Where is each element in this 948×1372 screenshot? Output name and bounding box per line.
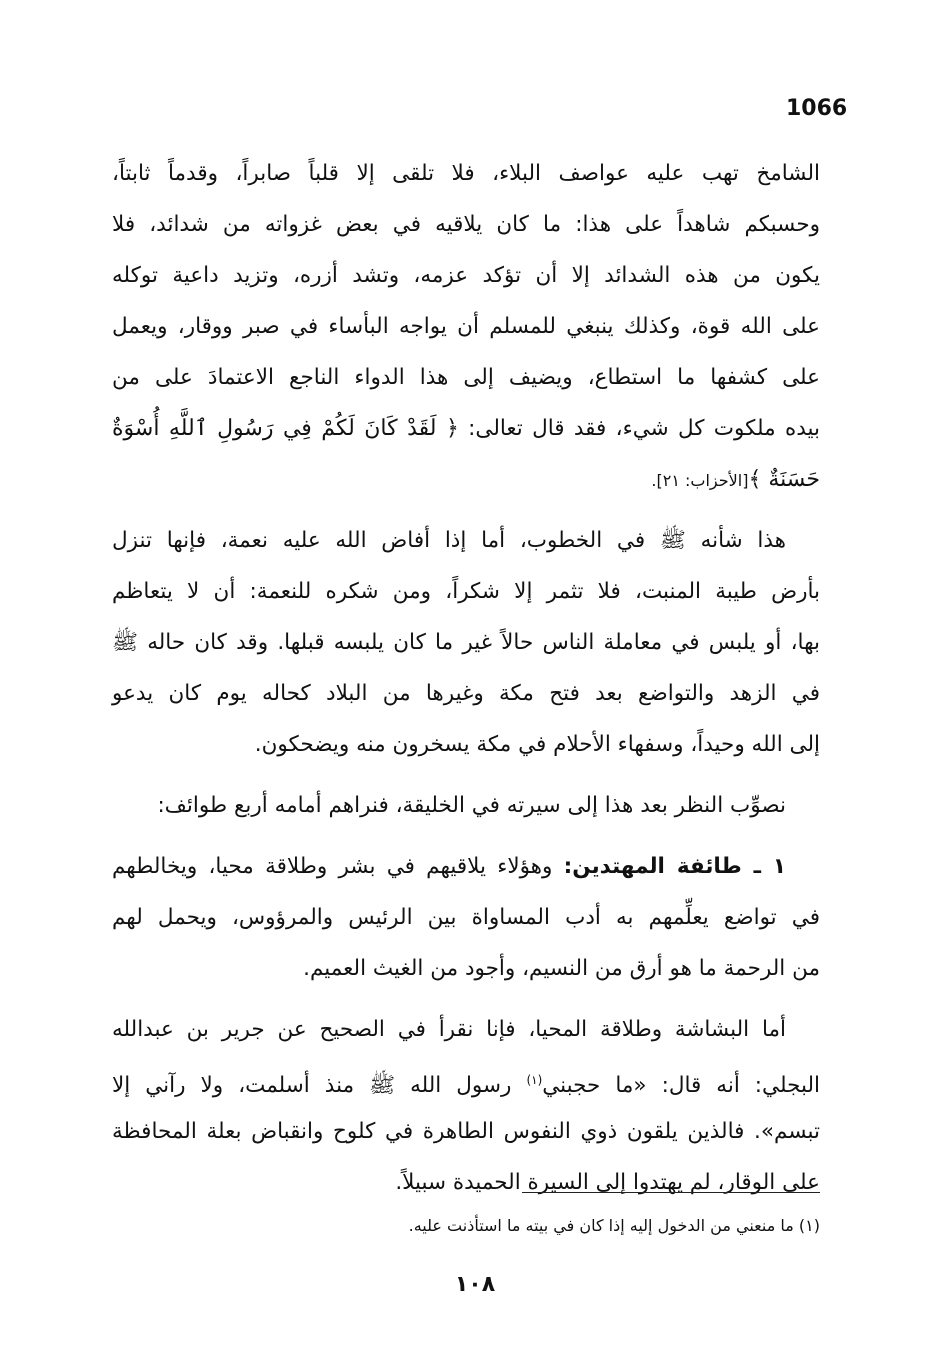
- page-number: ١٠٨: [454, 1272, 496, 1297]
- text-line: إلى الله وحيداً، وسفهاء الأحلام في مكة يسخرون منه ويضحكون.: [254, 732, 820, 757]
- text-segment: البجلي: أنه قال: «ما حجبني: [542, 1073, 820, 1099]
- text-line: وحسبكم شاهداً على هذا: ما كان يلاقيه في بعض غزواته من شدائد، فلا: [112, 212, 820, 237]
- text-line: [112, 454, 820, 505]
- text-line: يكون من هذه الشدائد إلا أن تؤكد عزمه، وتشد أزره، وتزيد داعية توكله: [112, 263, 820, 288]
- page-body: [112, 148, 820, 1218]
- verse-reference: [الأحزاب: ٢١].: [651, 471, 749, 490]
- quran-verse: ﴿ لَقَدْ كَانَ لَكُمْ فِي رَسُولِ ٱللَّهِ أُسْوَةٌ: [112, 416, 459, 441]
- text-line: الشامخ تهب عليه عواصف البلاء، فلا تلقى إلا قلباً صابراً، وقدماً ثابتاً،: [112, 161, 820, 186]
- book-page-number: 1066: [786, 96, 848, 121]
- text-line: تبسم». فالذين يلقون ذوي النفوس الطاهرة في كلوح وانقباض بعلة المحافظة: [112, 1119, 820, 1144]
- text-line: على الله قوة، وكذلك ينبغي للمسلم أن يواجه البأساء في صبر ووقار، ويعمل: [112, 314, 820, 339]
- section-heading: ١ ـ طائفة المهتدين:: [563, 854, 786, 879]
- text-line: بها، أو يلبس في معاملة الناس حالاً غير ما كان يلبسه قبلها. وقد كان حاله ﷺ: [112, 630, 820, 655]
- text-line: [112, 1055, 820, 1106]
- text-line: أما البشاشة وطلاقة المحيا، فإنا نقرأ في الصحيح عن جرير بن عبدالله: [112, 1017, 786, 1042]
- paragraph-1: [112, 148, 820, 505]
- text-line: بأرض طيبة المنبت، فلا تثمر إلا شكراً، ومن شكره للنعمة: أن لا يتعاظم: [112, 579, 820, 604]
- footnote-divider: [522, 1192, 820, 1193]
- paragraph-2: [112, 515, 820, 770]
- text-line: [112, 403, 820, 454]
- paragraph-3: [112, 780, 820, 831]
- text-line: [112, 841, 820, 892]
- quran-verse-end: حَسَنَةٌ ﴾: [748, 467, 820, 492]
- text-line: في الزهد والتواضع بعد فتح مكة وغيرها من البلاد كحاله يوم كان يدعو: [112, 681, 820, 706]
- text-line: في تواضع يعلِّمهم به أدب المساواة بين الرئيس والمرؤوس، ويحمل لهم: [112, 905, 820, 930]
- text-line: نصوِّب النظر بعد هذا إلى سيرته في الخليقة، فنراهم أمامه أربع طوائف:: [157, 793, 786, 818]
- text-line: على كشفها ما استطاع، ويضيف إلى هذا الدواء الناجع الاعتمادَ على من: [112, 365, 820, 390]
- footnote-text: ما منعني من الدخول إليه إذا كان في بيته ما استأذنت عليه.: [408, 1216, 794, 1235]
- footnote: [409, 1212, 820, 1240]
- text-line: هذا شأنه ﷺ في الخطوب، أما إذا أفاض الله عليه نعمة، فإنها تنزل: [112, 528, 786, 553]
- text-line: من الرحمة ما هو أرق من النسيم، وأجود من الغيث العميم.: [303, 956, 820, 981]
- text-line: على الوقار، لم يهتدوا إلى السيرة الحميدة سبيلاً.: [395, 1170, 820, 1195]
- paragraph-5: [112, 1004, 820, 1208]
- footnote-marker: (١): [526, 1073, 543, 1087]
- text-segment: رسول الله ﷺ منذ أسلمت، ولا رآني إلا: [112, 1073, 527, 1099]
- text-segment: وهؤلاء يلاقيهم في بشر وطلاقة محيا، ويخالطهم: [112, 854, 564, 879]
- footnote-number: (١): [798, 1216, 820, 1235]
- paragraph-4: [112, 841, 820, 994]
- text-segment: بيده ملكوت كل شيء، فقد قال تعالى:: [458, 416, 820, 441]
